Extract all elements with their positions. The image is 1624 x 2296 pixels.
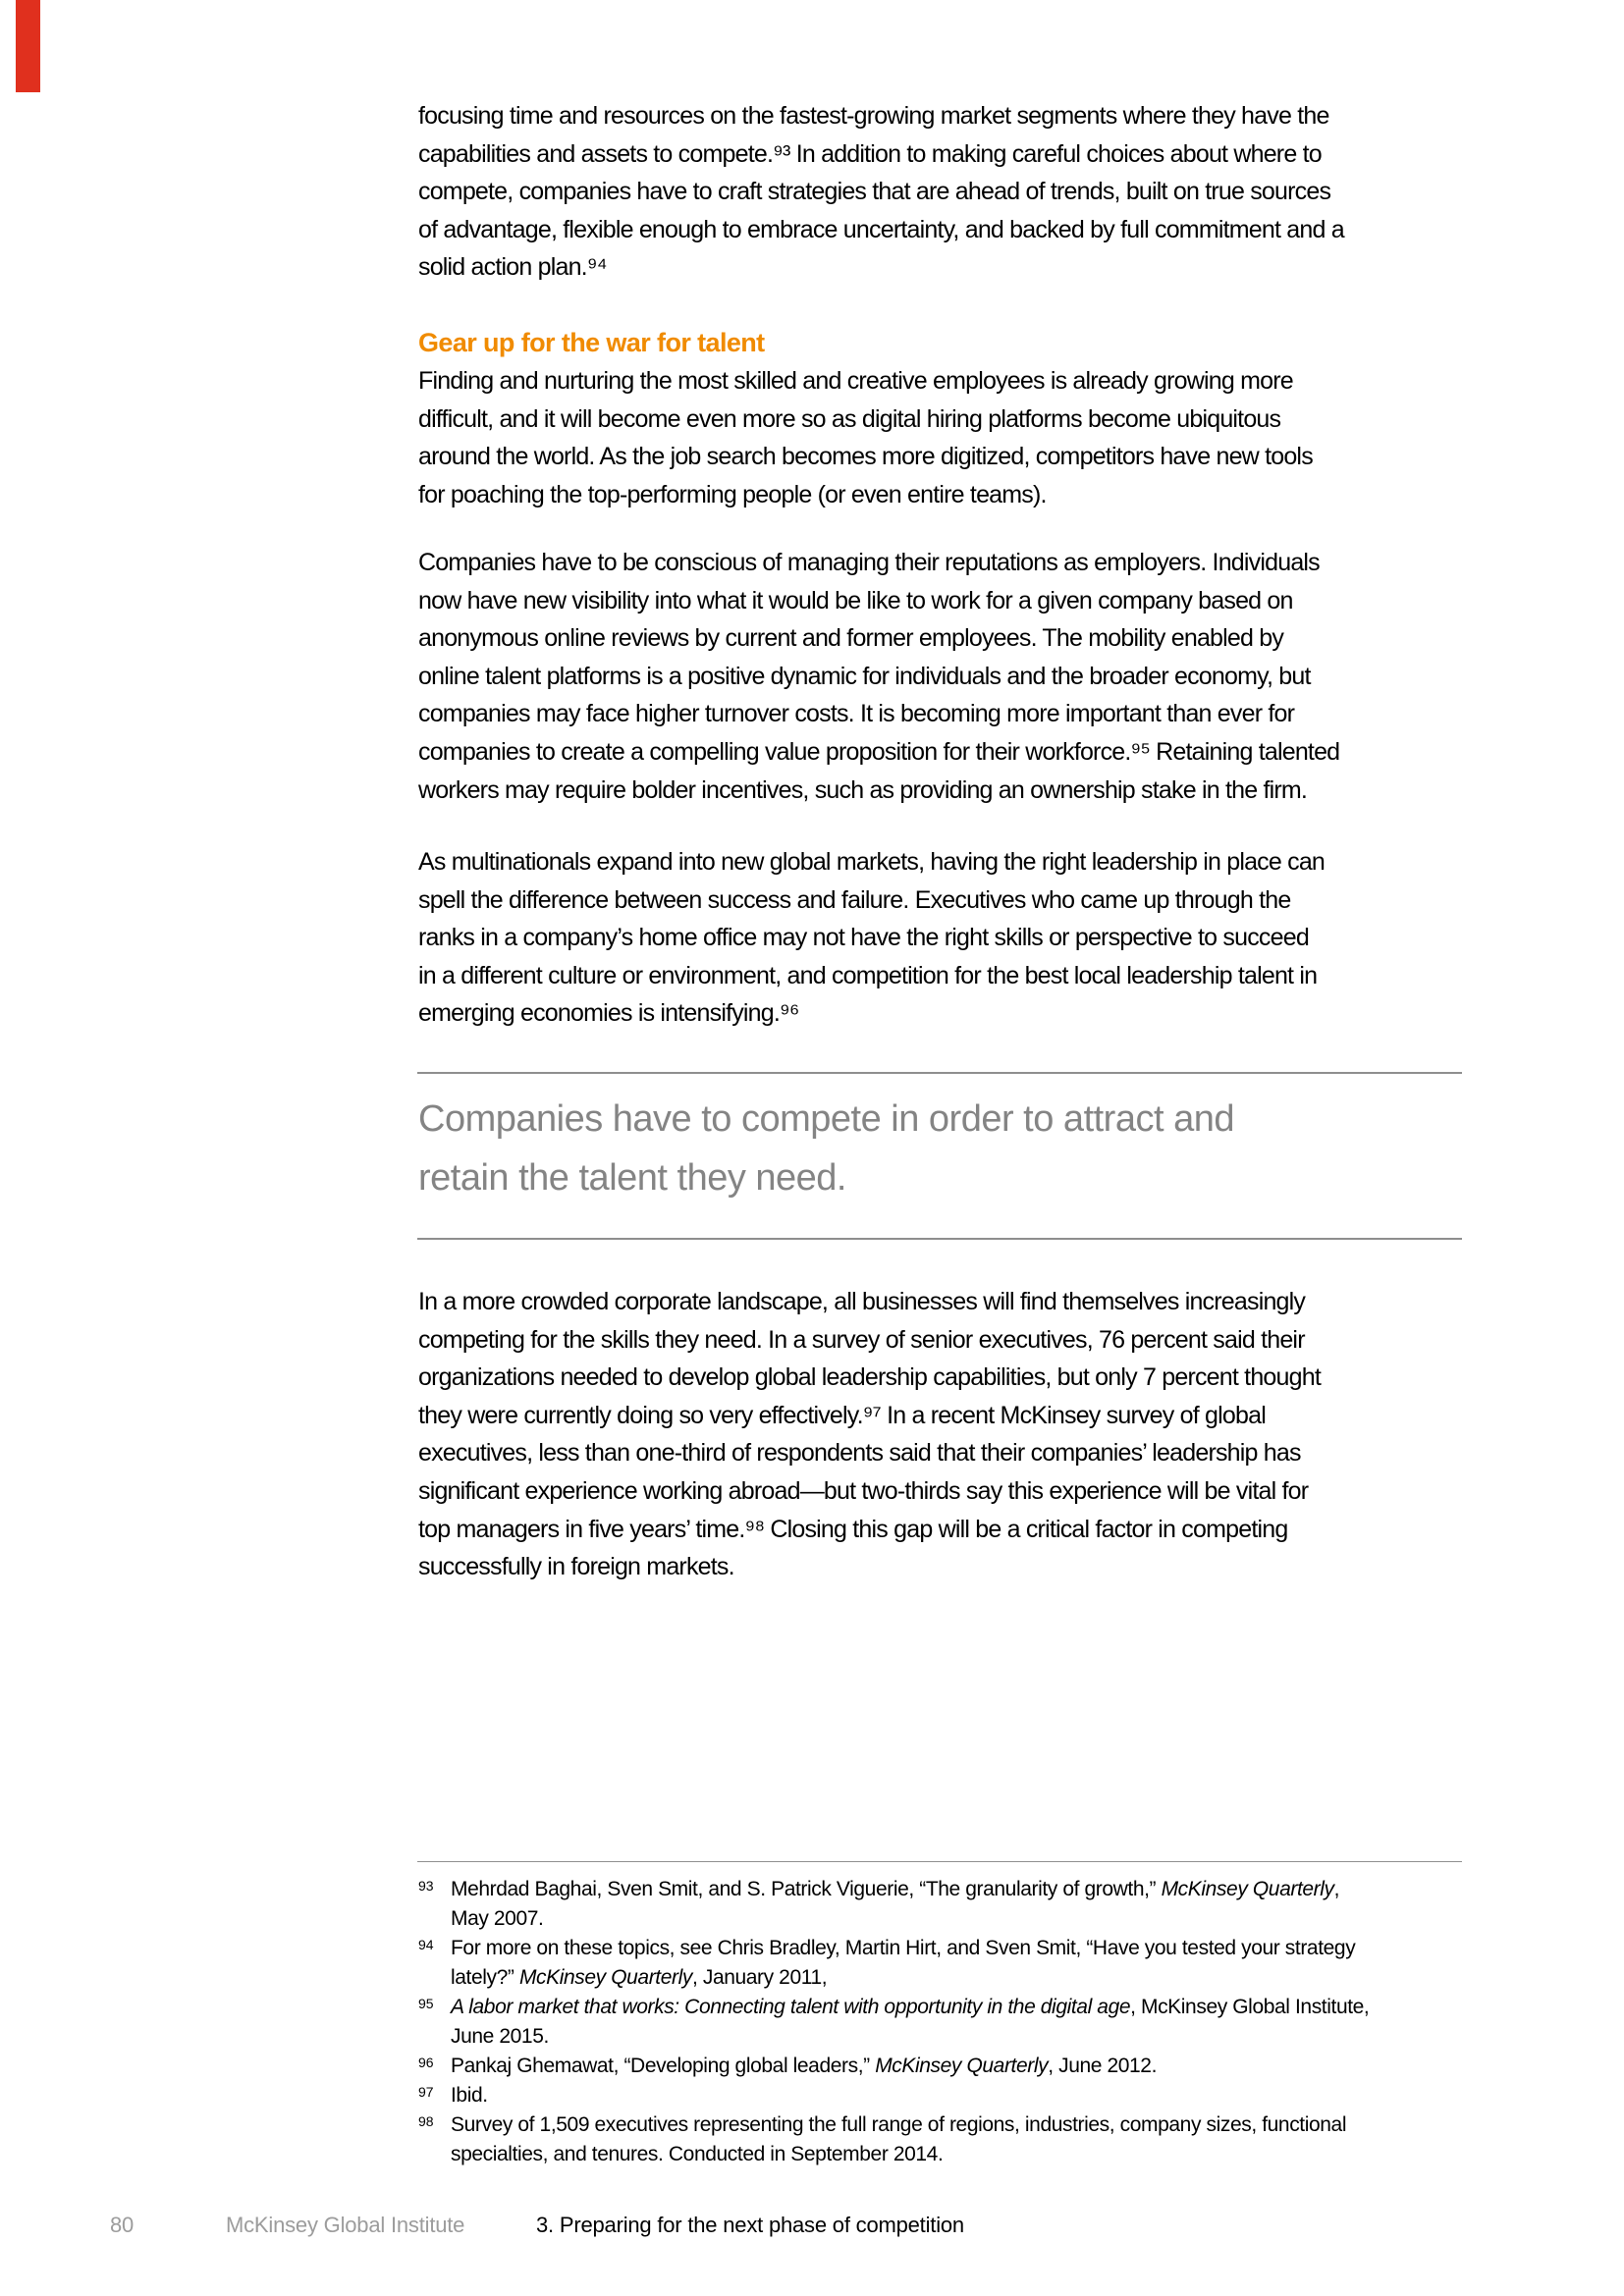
pull-quote-rule-bottom bbox=[417, 1238, 1462, 1240]
section-heading: Gear up for the war for talent bbox=[418, 328, 765, 357]
pull-quote-rule-top bbox=[417, 1072, 1462, 1074]
footnote-text: For more on these topics, see Chris Bradley, Martin Hirt, and Sven Smit, “Have you tested your strategy lately?” McKinsey Quarterly, January 2011, bbox=[451, 1937, 1356, 1989]
footnote-text: Ibid. bbox=[451, 2084, 488, 2107]
footnote-text: Mehrdad Baghai, Sven Smit, and S. Patrick Viguerie, “The granularity of growth,” McKinsey Quarterly, May 2007. bbox=[451, 1878, 1340, 1930]
footer-institute: McKinsey Global Institute bbox=[226, 2213, 465, 2237]
footnote-number: 98 bbox=[418, 2113, 434, 2129]
footnote-number: 95 bbox=[418, 1996, 434, 2011]
paragraph-3: Companies have to be conscious of managing their reputations as employers. Individuals now have new visibility into what it would be like to work for a given company based on anonymous online reviews by current and former employees. The mobility enabled by online talent platforms is a positive dynamic for individuals and the broader economy, but companies may face higher turnover costs. It is becoming more important than ever for companies to create a compelling value proposition for their workforce.⁹⁵ Retaining talented workers may require bolder incentives, such as providing an ownership stake in the firm. bbox=[418, 549, 1340, 804]
footnote-96 bbox=[418, 2052, 1493, 2081]
footnote-94 bbox=[418, 1934, 1493, 1993]
footnote-number: 96 bbox=[418, 2055, 434, 2070]
chapter-accent-bar bbox=[16, 0, 40, 92]
footer-chapter-title: 3. Preparing for the next phase of competition bbox=[536, 2213, 964, 2237]
footnote-number: 93 bbox=[418, 1878, 434, 1894]
footnote-text: Pankaj Ghemawat, “Developing global leaders,” McKinsey Quarterly, June 2012. bbox=[451, 2055, 1158, 2077]
footnote-number: 97 bbox=[418, 2084, 434, 2100]
pull-quote: Companies have to compete in order to attract and retain the talent they need. bbox=[418, 1098, 1234, 1199]
paragraph-4: As multinationals expand into new global markets, having the right leadership in place can spell the difference between success and failure. Executives who came up through the ranks in a company’s home office may not have the right skills or perspective to succeed in a different culture or environment, and competition for the best local leadership talent in emerging economies is intensifying.⁹⁶ bbox=[418, 848, 1326, 1028]
paragraph-2: Finding and nurturing the most skilled and creative employees is already growing more difficult, and it will become even more so as digital hiring platforms become ubiquitous around the world. As the job search becomes more digitized, competitors have new tools for poaching the top-performing people (or even entire teams). bbox=[418, 367, 1313, 508]
footnote-text: Survey of 1,509 executives representing the full range of regions, industries, company sizes, functional specialties, and tenures. Conducted in September 2014. bbox=[451, 2113, 1347, 2165]
footnote-98 bbox=[418, 2110, 1493, 2169]
footer-page-number: 80 bbox=[110, 2213, 135, 2237]
paragraph-5: In a more crowded corporate landscape, all businesses will find themselves increasingly competing for the skills they need. In a survey of senior executives, 76 percent said their organizations needed to develop global leadership capabilities, but only 7 percent thought they were currently doing so very effectively.⁹⁷ In a recent McKinsey survey of global executives, less than one-third of respondents said that their companies’ leadership has significant experience working abroad—but two-thirds say this experience will be vital for top managers in five years’ time.⁹⁸ Closing this gap will be a critical factor in competing successfully in foreign markets. bbox=[418, 1288, 1321, 1581]
footnotes bbox=[418, 1875, 1493, 2169]
footnote-95 bbox=[418, 1993, 1493, 2052]
footnote-number: 94 bbox=[418, 1937, 434, 1952]
footnote-97 bbox=[418, 2081, 1493, 2110]
paragraph-1: focusing time and resources on the fastest-growing market segments where they have the capabilities and assets to compete.⁹³ In addition to making careful choices about where to compete, companies have to craft strategies that are ahead of trends, built on true sources of advantage, flexible enough to embrace uncertainty, and backed by full commitment and a solid action plan.⁹⁴ bbox=[418, 102, 1344, 282]
footnote-rule bbox=[417, 1861, 1462, 1862]
footnote-93 bbox=[418, 1875, 1493, 1934]
footnote-text: A labor market that works: Connecting talent with opportunity in the digital age, McKinsey Global Institute, June 2015. bbox=[451, 1996, 1370, 2048]
